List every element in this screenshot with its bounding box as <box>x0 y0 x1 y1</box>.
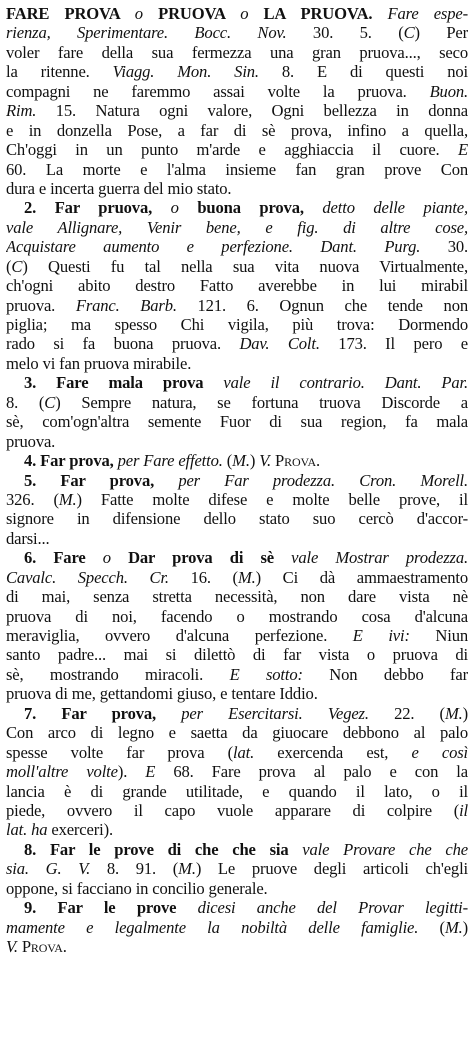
text-run: ( <box>439 917 445 937</box>
text-run: Franc. Barb. <box>75 295 198 315</box>
text-run: per Far prodezza. Cron. Morell. <box>178 470 468 490</box>
text-run: melo vi fan pruova mirabile. <box>6 353 192 373</box>
text-run: compagni ne faremmo assai volte la pruova. <box>6 81 430 101</box>
text-run: Con arco di legno e saetta da giuocare debbono al palo <box>6 723 468 743</box>
text-run: santo padre... mai si dilettò di far vista o pruova di <box>6 645 468 665</box>
text-run: piglia; ma spesso Chi vigila, più trova: Dormendo <box>6 315 468 334</box>
text-run: Cavalc. Specch. Cr. <box>6 567 191 587</box>
text-run: 3. Fare mala prova <box>24 373 224 393</box>
text-run: ) <box>462 917 468 937</box>
text-run: Viagg. Mon. Sin. <box>112 62 282 82</box>
text-run: ) Ci dà ammaestramento <box>255 567 468 587</box>
text-run: M. <box>237 567 256 587</box>
text-run: V. <box>6 937 22 956</box>
text-run: pruova. <box>6 431 56 451</box>
text-run: Dav. Colt. <box>239 334 339 354</box>
text-line <box>6 548 468 567</box>
text-run: M. <box>178 859 196 879</box>
text-run: pruova di me, gettandomi giuso, e tentare Iddio. <box>6 684 318 704</box>
text-line <box>6 373 468 392</box>
text-line <box>6 607 468 626</box>
text-run: Rim. <box>6 101 56 121</box>
text-run: dura e incerta guerra del mio stato. <box>6 178 232 198</box>
text-line <box>6 529 468 548</box>
text-run: 4. Far prova, <box>24 451 118 471</box>
text-run: rado si fa buona pruova. <box>6 334 240 354</box>
text-run: sia. G. V. <box>6 859 107 879</box>
text-run: Dar prova di sè <box>128 548 292 568</box>
text-line <box>6 334 468 353</box>
text-run: pruova di noi, facendo o mostrando cosa d'alcuna <box>6 606 468 626</box>
text-run: ( <box>226 451 233 471</box>
text-run: lat. <box>233 742 278 762</box>
text-run: ) <box>249 451 260 471</box>
text-line <box>6 198 468 217</box>
text-run: 6. Fare <box>24 548 103 568</box>
text-run: lancia è di grande utilitade, e quando il lato, o il <box>6 781 468 801</box>
text-run: 15. Natura ogni valore, Ogni bellezza in donna <box>55 101 468 121</box>
text-line <box>6 237 468 256</box>
text-run: C <box>403 23 415 43</box>
text-run: 68. Fare prova al palo e con la <box>173 762 468 782</box>
text-run: sè, mostrando miracoli. <box>6 664 230 684</box>
text-run: M. <box>58 489 77 509</box>
text-line <box>6 684 468 703</box>
text-run: di mai, senza stretta necessità, non dare vista nè <box>6 587 468 607</box>
text-run: ) <box>462 703 468 723</box>
text-run: C <box>11 256 23 276</box>
text-run: dicesi anche del Provar legitti- <box>197 898 468 918</box>
text-run: Buon. <box>429 81 468 101</box>
text-line <box>6 412 468 431</box>
text-run: Niun <box>435 626 468 645</box>
text-run: 173. Il pero e <box>338 334 468 354</box>
text-run: rienza, Sperimentare. Bocc. Nov. <box>6 23 313 43</box>
text-run: Prova. <box>21 937 67 956</box>
text-run: pruova. <box>6 295 76 315</box>
text-run: 16. ( <box>190 567 238 587</box>
text-run: darsi... <box>6 528 50 548</box>
text-run: ) Questi fu tal nella sua vita nuova Virtualmente, <box>22 256 468 276</box>
text-line <box>6 218 468 237</box>
text-line <box>6 762 468 781</box>
text-run: o <box>170 198 198 218</box>
text-line <box>6 315 468 334</box>
text-run: il <box>459 800 468 820</box>
text-line <box>6 743 468 762</box>
text-line <box>6 568 468 587</box>
text-line <box>6 101 468 120</box>
text-run: vale il contrario. Dant. Par. <box>223 373 468 393</box>
text-line <box>6 451 468 470</box>
text-line <box>6 23 468 42</box>
text-line <box>6 393 468 412</box>
text-run: 2. Far pruova, <box>24 198 171 218</box>
text-run: E ivi: <box>352 626 436 645</box>
text-line <box>6 859 468 878</box>
text-line <box>6 140 468 159</box>
text-run: exercenda est, <box>277 742 412 762</box>
text-run: o <box>134 4 159 23</box>
text-line <box>6 4 468 23</box>
text-run: piede, ovvero il capo vuole apparare di colpire ( <box>6 800 460 820</box>
text-line <box>6 62 468 81</box>
text-line <box>6 723 468 742</box>
text-run: 8. 91. ( <box>106 859 179 879</box>
text-run: 22. ( <box>394 703 445 723</box>
text-run: 60. La morte e l'alma insieme fan gran prove Con <box>6 159 468 179</box>
text-line <box>6 43 468 62</box>
text-run: detto delle piante, <box>322 198 468 218</box>
text-run: o <box>240 4 264 23</box>
text-run: e in donzella Pose, a far di sè prova, infino a quella, <box>6 120 468 140</box>
text-run: vale Provare che che <box>302 839 468 859</box>
text-run: 121. 6. Ognun che tende non <box>197 295 468 315</box>
text-run: voler fare della sua fermezza una gran pruova..., seco <box>6 42 468 62</box>
text-line <box>6 782 468 801</box>
text-run: 8. Far le prove di che che sia <box>24 839 303 859</box>
text-run: Non debbo far <box>329 664 468 684</box>
text-run: spesse volte far prova ( <box>6 742 233 762</box>
text-line <box>6 898 468 917</box>
text-line <box>6 276 468 295</box>
text-line <box>6 509 468 528</box>
text-run: buona prova, <box>197 198 323 218</box>
text-line <box>6 432 468 451</box>
text-run: FARE PROVA <box>6 4 135 23</box>
text-run: E sotto: <box>229 664 330 684</box>
text-run: o <box>102 548 129 568</box>
text-run: mamente e legalmente la nobiltà delle famiglie. <box>6 917 440 937</box>
text-run: ) Per <box>414 23 468 43</box>
text-run: M. <box>444 917 463 937</box>
text-line <box>6 490 468 509</box>
text-run: 7. Far prova, <box>24 703 182 723</box>
text-line <box>6 918 468 937</box>
text-line <box>6 665 468 684</box>
text-line <box>6 82 468 101</box>
text-run: PRUOVA <box>158 4 241 23</box>
text-line <box>6 121 468 140</box>
text-line <box>6 160 468 179</box>
text-run: meraviglia, ovvero d'alcuna perfezione. <box>6 626 353 645</box>
text-line <box>6 626 468 645</box>
text-line <box>6 820 468 839</box>
text-line <box>6 801 468 820</box>
text-run: vale Mostrar prodezza. <box>291 548 468 568</box>
text-line <box>6 296 468 315</box>
text-line <box>6 704 468 723</box>
text-line <box>6 645 468 664</box>
text-line <box>6 471 468 490</box>
text-run: sè, com'ogn'altra semente Fuor di sua region, fa mala <box>6 412 468 432</box>
text-run: ) Le pruove degli articoli ch'egli <box>195 859 468 879</box>
text-run: moll'altre volte <box>6 762 118 782</box>
text-run: 30. 5. ( <box>312 23 404 43</box>
text-run: per Esercitarsi. Vegez. <box>181 703 395 723</box>
text-line <box>6 587 468 606</box>
text-run: 8. ( <box>6 392 45 412</box>
text-run: oppone, si facciano in concilio generale. <box>6 878 268 898</box>
text-run: Acquistare aumento e perfezione. Dant. Purg. <box>6 237 448 257</box>
text-run: e così <box>411 742 468 762</box>
text-run: M. <box>444 703 463 723</box>
text-run: C <box>44 392 56 412</box>
text-run: ( <box>6 256 12 276</box>
text-run: E <box>145 762 174 782</box>
text-run: vale Allignare, Venir bene, e fig. di altre cose, <box>6 217 468 237</box>
text-run: per Fare effetto. <box>117 451 227 471</box>
text-run: la ritenne. <box>6 62 113 82</box>
text-run: Prova. <box>275 451 320 471</box>
text-line <box>6 879 468 898</box>
text-run: E <box>458 140 468 160</box>
text-run: 30. <box>447 237 468 257</box>
text-run: 326. ( <box>6 489 59 509</box>
text-run: ) Fatte molte difese e molte belle prove, il <box>76 489 468 509</box>
text-line <box>6 179 468 198</box>
text-run: Fare espe- <box>387 4 468 23</box>
text-run: Ch'oggi in un punto m'arde e agghiaccia il cuore. <box>6 140 458 160</box>
text-run: 9. Far le prove <box>24 898 198 918</box>
text-line <box>6 937 468 956</box>
text-run: V. <box>259 451 276 471</box>
text-run: 8. E di questi noi <box>281 62 468 82</box>
text-run: signore in difensione dello stato suo cercò d'accor- <box>6 509 468 529</box>
text-line <box>6 840 468 859</box>
text-line <box>6 354 468 373</box>
text-run: exerceri). <box>51 820 113 840</box>
text-run: ch'ogni abito destro Fatto averebbe in lui mirabil <box>6 276 468 296</box>
text-run: ). <box>117 762 146 782</box>
text-run: lat. ha <box>6 820 52 840</box>
text-run: LA PRUOVA. <box>263 4 388 23</box>
text-run: ) Sempre natura, se fortuna truova Discorde a <box>55 392 468 412</box>
text-run: M. <box>232 451 250 471</box>
text-line <box>6 257 468 276</box>
text-run: 5. Far prova, <box>24 470 179 490</box>
